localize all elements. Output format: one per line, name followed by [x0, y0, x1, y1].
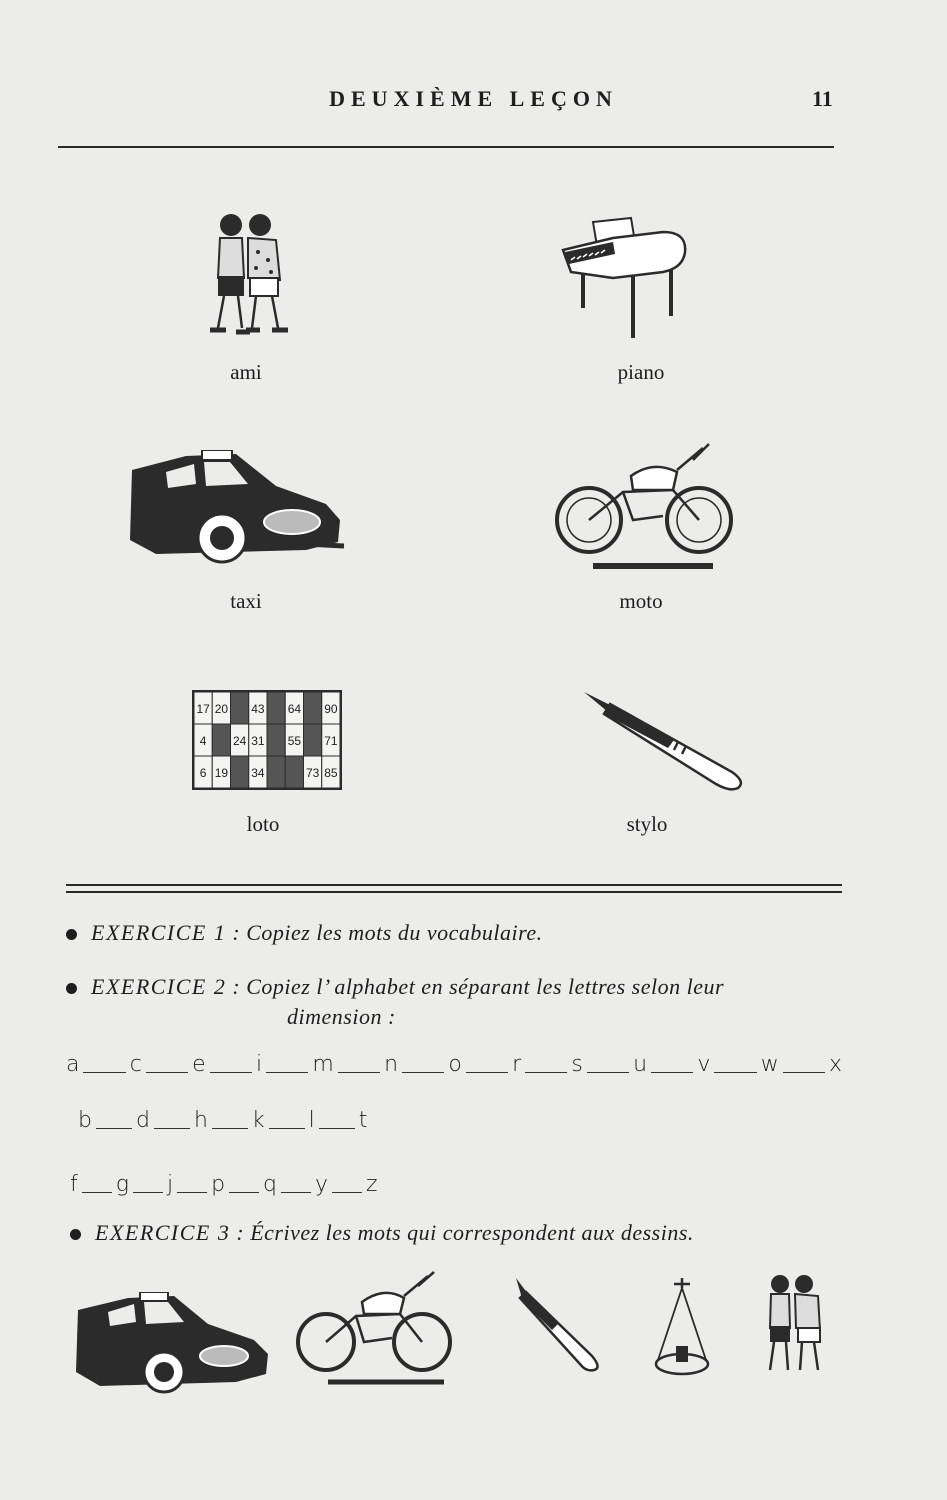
fountain-pen-drawing [582, 688, 750, 792]
motorcycle-drawing [553, 440, 745, 574]
loto-blank-cell [267, 692, 285, 724]
blank-line [269, 1128, 305, 1129]
loto-cell-number: 85 [324, 766, 338, 780]
exercise-3-label: EXERCICE 3 [95, 1220, 231, 1245]
alphabet-letter: q [263, 1172, 278, 1197]
loto-cell-number: 55 [287, 734, 302, 748]
blank-line [319, 1128, 355, 1129]
alphabet-letter: f [70, 1172, 78, 1197]
blank-line [651, 1072, 693, 1073]
vocab-word-loto: loto [246, 812, 280, 836]
blank-line [332, 1192, 362, 1193]
loto-blank-cell [304, 724, 322, 756]
vocab-word-stylo: stylo [626, 812, 668, 836]
alphabet-letter: b [78, 1108, 92, 1133]
loto-cell-number: 19 [214, 766, 229, 780]
alphabet-letter: i [255, 1052, 263, 1077]
blank-line [466, 1072, 508, 1073]
alphabet-letter: v [697, 1052, 711, 1077]
loto-cell-number: 90 [324, 702, 338, 716]
loto-blank-cell [285, 756, 303, 788]
taxi-drawing [126, 450, 348, 572]
loto-blank-cell [304, 692, 322, 724]
alphabet-letter: o [448, 1052, 462, 1077]
exercise-3-taxi-drawing [74, 1292, 272, 1396]
alphabet-letter: d [135, 1108, 150, 1133]
loto-blank-cell [212, 724, 230, 756]
blank-line [177, 1192, 207, 1193]
blank-line [96, 1128, 132, 1129]
alphabet-row-small [66, 1052, 842, 1077]
alphabet-letter: k [251, 1108, 265, 1133]
vocab-word-taxi: taxi [230, 589, 262, 613]
blank-line [714, 1072, 756, 1073]
blank-line [154, 1128, 190, 1129]
alphabet-letter: z [366, 1172, 378, 1197]
blank-line [146, 1072, 188, 1073]
two-boys-drawing [198, 210, 298, 338]
exercise-1-label: EXERCICE 1 [91, 920, 227, 945]
vocab-word-ami: ami [230, 360, 262, 384]
alphabet-letter: e [192, 1052, 206, 1077]
alphabet-letter: r [512, 1052, 522, 1077]
loto-cell-number: 17 [196, 702, 210, 716]
alphabet-letter: u [633, 1052, 648, 1077]
page-number: 11 [812, 86, 833, 111]
blank-line [266, 1072, 308, 1073]
alphabet-letter: g [115, 1172, 129, 1197]
blank-line [133, 1192, 163, 1193]
loto-cell-number: 4 [199, 734, 207, 748]
vocab-word-moto: moto [619, 589, 663, 613]
blank-line [83, 1072, 125, 1073]
piano-drawing [553, 212, 693, 344]
vocab-word-piano: piano [617, 360, 665, 384]
alphabet-letter: l [308, 1108, 315, 1133]
loto-blank-cell [267, 756, 285, 788]
loto-blank-cell [231, 756, 249, 788]
exercise-1-text: : Copiez les mots du vocabulaire. [232, 920, 543, 945]
loto-cell-number: 20 [214, 702, 229, 716]
blank-line [587, 1072, 629, 1073]
alphabet-letter: p [211, 1172, 226, 1197]
alphabet-letter: s [571, 1052, 583, 1077]
loto-cell-number: 43 [251, 702, 265, 716]
alphabet-letter: n [384, 1052, 399, 1077]
blank-line [212, 1128, 248, 1129]
blank-line [281, 1192, 311, 1193]
blank-line [783, 1072, 825, 1073]
alphabet-letter: y [315, 1172, 329, 1197]
exercise-2-text: : Copiez l’ alphabet en séparant les lettres selon leur [232, 974, 725, 999]
alphabet-letter: h [193, 1108, 208, 1133]
loto-cell-number: 64 [287, 702, 302, 716]
loto-blank-cell [231, 692, 249, 724]
blank-line [229, 1192, 259, 1193]
blank-line [210, 1072, 252, 1073]
blank-line [525, 1072, 567, 1073]
bullet-icon [66, 929, 77, 940]
bullet-icon [66, 983, 77, 994]
loto-cell-number: 6 [199, 766, 207, 780]
alphabet-letter: m [312, 1052, 334, 1077]
blank-line [338, 1072, 380, 1073]
loto-cell-number: 34 [251, 766, 265, 780]
header-rule [58, 146, 834, 148]
loto-card-drawing [192, 690, 342, 790]
alphabet-row-tall [78, 1108, 367, 1133]
blank-line [82, 1192, 112, 1193]
alphabet-letter: c [129, 1052, 142, 1077]
exercise-2-label: EXERCICE 2 [91, 974, 227, 999]
exercise-2 [66, 974, 866, 1000]
blank-line [402, 1072, 444, 1073]
exercise-3 [70, 1220, 870, 1246]
loto-grid [194, 692, 340, 788]
exercise-3-scale-drawing [652, 1276, 712, 1384]
exercise-3-motorcycle-drawing [294, 1270, 462, 1388]
bullet-icon [70, 1229, 81, 1240]
alphabet-letter: x [829, 1052, 843, 1077]
loto-cell-number: 71 [324, 734, 338, 748]
loto-cell-number: 31 [251, 734, 265, 748]
exercise-2-text-cont: dimension : [287, 1004, 396, 1029]
exercise-3-pen-drawing [512, 1276, 604, 1372]
loto-cell-number: 73 [305, 766, 320, 780]
exercise-1 [66, 920, 866, 946]
section-rule-bottom [66, 891, 842, 893]
alphabet-letter: j [166, 1172, 174, 1197]
alphabet-row-descending [70, 1172, 378, 1197]
loto-cell-number: 24 [232, 734, 247, 748]
alphabet-letter: t [358, 1108, 368, 1133]
loto-blank-cell [267, 724, 285, 756]
alphabet-letter: w [760, 1052, 779, 1077]
exercise-3-boys-drawing [756, 1270, 832, 1380]
section-rule-top [66, 884, 842, 886]
exercise-3-text: : Écrivez les mots qui correspondent aux dessins. [236, 1220, 694, 1245]
lesson-title: DEUXIÈME LEÇON [329, 86, 618, 111]
alphabet-letter: a [66, 1052, 80, 1077]
